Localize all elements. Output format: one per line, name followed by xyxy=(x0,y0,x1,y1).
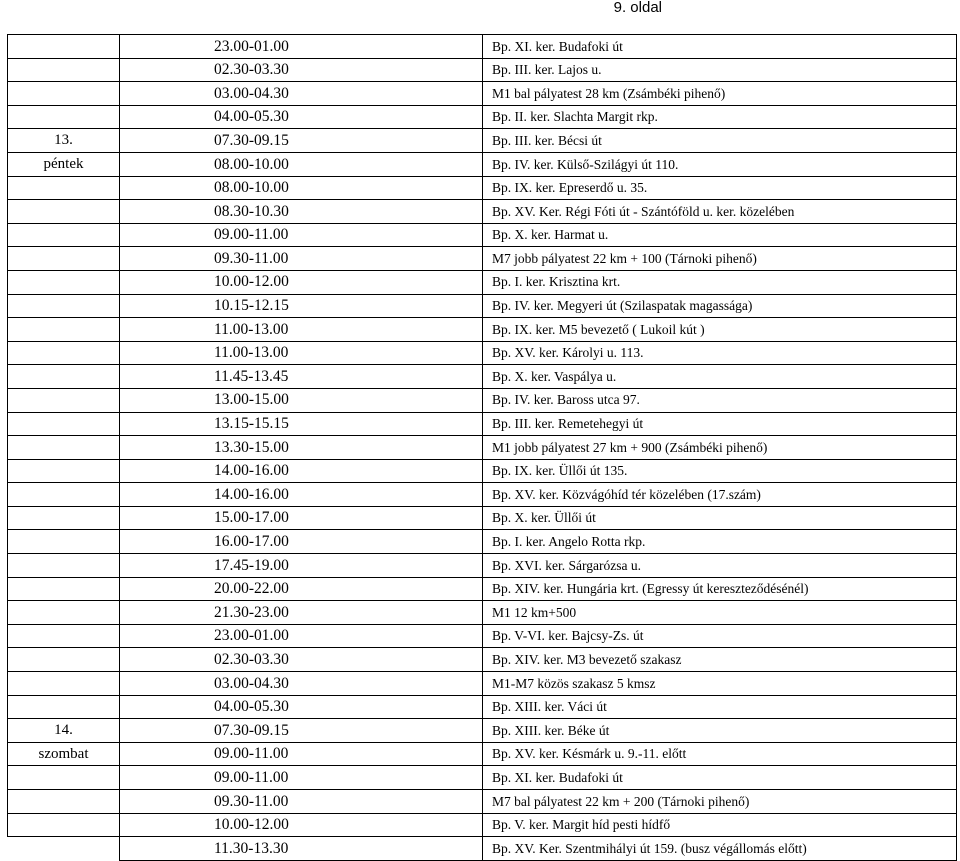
table-row xyxy=(8,459,957,483)
table-row xyxy=(8,270,957,294)
time-cell: 23.00-01.00 xyxy=(120,624,483,648)
day-cell xyxy=(8,105,120,129)
table-row xyxy=(8,388,957,412)
location-cell: Bp. IX. ker. Üllői út 135. xyxy=(483,459,957,483)
table-row xyxy=(8,318,957,342)
table-row xyxy=(8,58,957,82)
time-cell: 07.30-09.15 xyxy=(120,129,483,153)
location-cell: Bp. IV. ker. Baross utca 97. xyxy=(483,388,957,412)
day-cell xyxy=(8,341,120,365)
location-cell: Bp. XIII. ker. Váci út xyxy=(483,695,957,719)
table-row xyxy=(8,766,957,790)
table-row xyxy=(8,200,957,224)
table-row xyxy=(8,530,957,554)
time-cell: 10.00-12.00 xyxy=(120,270,483,294)
table-row xyxy=(8,176,957,200)
day-cell: péntek xyxy=(8,152,120,176)
page-number: 9. oldal xyxy=(613,0,662,16)
table-row xyxy=(8,506,957,530)
day-cell xyxy=(8,648,120,672)
day-cell xyxy=(8,176,120,200)
time-cell: 11.00-13.00 xyxy=(120,341,483,365)
location-cell: Bp. III. ker. Lajos u. xyxy=(483,58,957,82)
day-cell xyxy=(8,837,120,861)
day-cell xyxy=(8,577,120,601)
time-cell: 09.00-11.00 xyxy=(120,766,483,790)
time-cell: 11.30-13.30 xyxy=(120,837,483,861)
location-cell: M1-M7 közös szakasz 5 kmsz xyxy=(483,672,957,696)
table-row xyxy=(8,624,957,648)
table-row xyxy=(8,247,957,271)
time-cell: 20.00-22.00 xyxy=(120,577,483,601)
day-cell xyxy=(8,270,120,294)
table-row xyxy=(8,790,957,814)
time-cell: 03.00-04.30 xyxy=(120,672,483,696)
schedule-table xyxy=(7,34,957,861)
day-cell xyxy=(8,412,120,436)
location-cell: Bp. XV. ker. Késmárk u. 9.-11. előtt xyxy=(483,742,957,766)
time-cell: 15.00-17.00 xyxy=(120,506,483,530)
day-cell xyxy=(8,436,120,460)
table-row xyxy=(8,742,957,766)
table-row xyxy=(8,82,957,106)
location-cell: M1 bal pályatest 28 km (Zsámbéki pihenő) xyxy=(483,82,957,106)
time-cell: 13.30-15.00 xyxy=(120,436,483,460)
day-cell xyxy=(8,506,120,530)
day-cell xyxy=(8,35,120,59)
time-cell: 03.00-04.30 xyxy=(120,82,483,106)
time-cell: 02.30-03.30 xyxy=(120,648,483,672)
location-cell: Bp. I. ker. Angelo Rotta rkp. xyxy=(483,530,957,554)
table-row xyxy=(8,554,957,578)
time-cell: 10.00-12.00 xyxy=(120,813,483,837)
location-cell: M1 12 km+500 xyxy=(483,601,957,625)
time-cell: 08.00-10.00 xyxy=(120,152,483,176)
day-cell xyxy=(8,247,120,271)
location-cell: M7 jobb pályatest 22 km + 100 (Tárnoki pihenő) xyxy=(483,247,957,271)
location-cell: Bp. X. ker. Vaspálya u. xyxy=(483,365,957,389)
table-row xyxy=(8,577,957,601)
time-cell: 09.00-11.00 xyxy=(120,223,483,247)
time-cell: 23.00-01.00 xyxy=(120,35,483,59)
time-cell: 14.00-16.00 xyxy=(120,483,483,507)
location-cell: Bp. XV. Ker. Szentmihályi út 159. (busz végállomás előtt) xyxy=(483,837,957,861)
location-cell: Bp. II. ker. Slachta Margit rkp. xyxy=(483,105,957,129)
day-cell xyxy=(8,483,120,507)
time-cell: 08.30-10.30 xyxy=(120,200,483,224)
time-cell: 10.15-12.15 xyxy=(120,294,483,318)
day-cell xyxy=(8,790,120,814)
table-row xyxy=(8,672,957,696)
day-cell xyxy=(8,672,120,696)
time-cell: 04.00-05.30 xyxy=(120,695,483,719)
day-cell: 13. xyxy=(8,129,120,153)
time-cell: 09.00-11.00 xyxy=(120,742,483,766)
location-cell: Bp. XIII. ker. Béke út xyxy=(483,719,957,743)
location-cell: Bp. IV. ker. Külső-Szilágyi út 110. xyxy=(483,152,957,176)
location-cell: Bp. XI. ker. Budafoki út xyxy=(483,766,957,790)
time-cell: 11.00-13.00 xyxy=(120,318,483,342)
table-row xyxy=(8,436,957,460)
time-cell: 13.15-15.15 xyxy=(120,412,483,436)
day-cell xyxy=(8,695,120,719)
time-cell: 04.00-05.30 xyxy=(120,105,483,129)
day-cell xyxy=(8,388,120,412)
day-cell xyxy=(8,82,120,106)
table-row xyxy=(8,105,957,129)
table-row xyxy=(8,648,957,672)
day-cell: 14. xyxy=(8,719,120,743)
day-cell xyxy=(8,223,120,247)
day-cell: szombat xyxy=(8,742,120,766)
table-row xyxy=(8,35,957,59)
location-cell: Bp. IX. ker. Epreserdő u. 35. xyxy=(483,176,957,200)
table-row xyxy=(8,365,957,389)
time-cell: 14.00-16.00 xyxy=(120,459,483,483)
time-cell: 17.45-19.00 xyxy=(120,554,483,578)
location-cell: Bp. XI. ker. Budafoki út xyxy=(483,35,957,59)
location-cell: Bp. I. ker. Krisztina krt. xyxy=(483,270,957,294)
location-cell: Bp. X. ker. Üllői út xyxy=(483,506,957,530)
location-cell: Bp. XVI. ker. Sárgarózsa u. xyxy=(483,554,957,578)
location-cell: Bp. IV. ker. Megyeri út (Szilaspatak magassága) xyxy=(483,294,957,318)
table-row xyxy=(8,223,957,247)
location-cell: M1 jobb pályatest 27 km + 900 (Zsámbéki pihenő) xyxy=(483,436,957,460)
location-cell: Bp. V-VI. ker. Bajcsy-Zs. út xyxy=(483,624,957,648)
day-cell xyxy=(8,459,120,483)
time-cell: 16.00-17.00 xyxy=(120,530,483,554)
location-cell: Bp. V. ker. Margit híd pesti hídfő xyxy=(483,813,957,837)
day-cell xyxy=(8,365,120,389)
day-cell xyxy=(8,624,120,648)
time-cell: 13.00-15.00 xyxy=(120,388,483,412)
time-cell: 08.00-10.00 xyxy=(120,176,483,200)
table-row xyxy=(8,129,957,153)
time-cell: 09.30-11.00 xyxy=(120,790,483,814)
table-row xyxy=(8,695,957,719)
time-cell: 09.30-11.00 xyxy=(120,247,483,271)
location-cell: Bp. III. ker. Remetehegyi út xyxy=(483,412,957,436)
table-row xyxy=(8,341,957,365)
time-cell: 11.45-13.45 xyxy=(120,365,483,389)
time-cell: 07.30-09.15 xyxy=(120,719,483,743)
table-row xyxy=(8,483,957,507)
day-cell xyxy=(8,318,120,342)
time-cell: 21.30-23.00 xyxy=(120,601,483,625)
location-cell: Bp. XIV. ker. M3 bevezető szakasz xyxy=(483,648,957,672)
location-cell: Bp. XIV. ker. Hungária krt. (Egressy út kereszteződésénél) xyxy=(483,577,957,601)
location-cell: Bp. XV. Ker. Régi Fóti út - Szántóföld u. ker. közelében xyxy=(483,200,957,224)
location-cell: Bp. X. ker. Harmat u. xyxy=(483,223,957,247)
location-cell: Bp. III. ker. Bécsi út xyxy=(483,129,957,153)
day-cell xyxy=(8,554,120,578)
location-cell: Bp. XV. ker. Közvágóhíd tér közelében (17.szám) xyxy=(483,483,957,507)
location-cell: M7 bal pályatest 22 km + 200 (Tárnoki pihenő) xyxy=(483,790,957,814)
day-cell xyxy=(8,766,120,790)
table-row xyxy=(8,152,957,176)
table-row xyxy=(8,719,957,743)
schedule-body xyxy=(8,35,957,861)
location-cell: Bp. XV. ker. Károlyi u. 113. xyxy=(483,341,957,365)
table-row xyxy=(8,294,957,318)
day-cell xyxy=(8,294,120,318)
day-cell xyxy=(8,200,120,224)
table-row xyxy=(8,837,957,861)
time-cell: 02.30-03.30 xyxy=(120,58,483,82)
day-cell xyxy=(8,601,120,625)
day-cell xyxy=(8,530,120,554)
table-row xyxy=(8,601,957,625)
day-cell xyxy=(8,58,120,82)
table-row xyxy=(8,412,957,436)
location-cell: Bp. IX. ker. M5 bevezető ( Lukoil kút ) xyxy=(483,318,957,342)
